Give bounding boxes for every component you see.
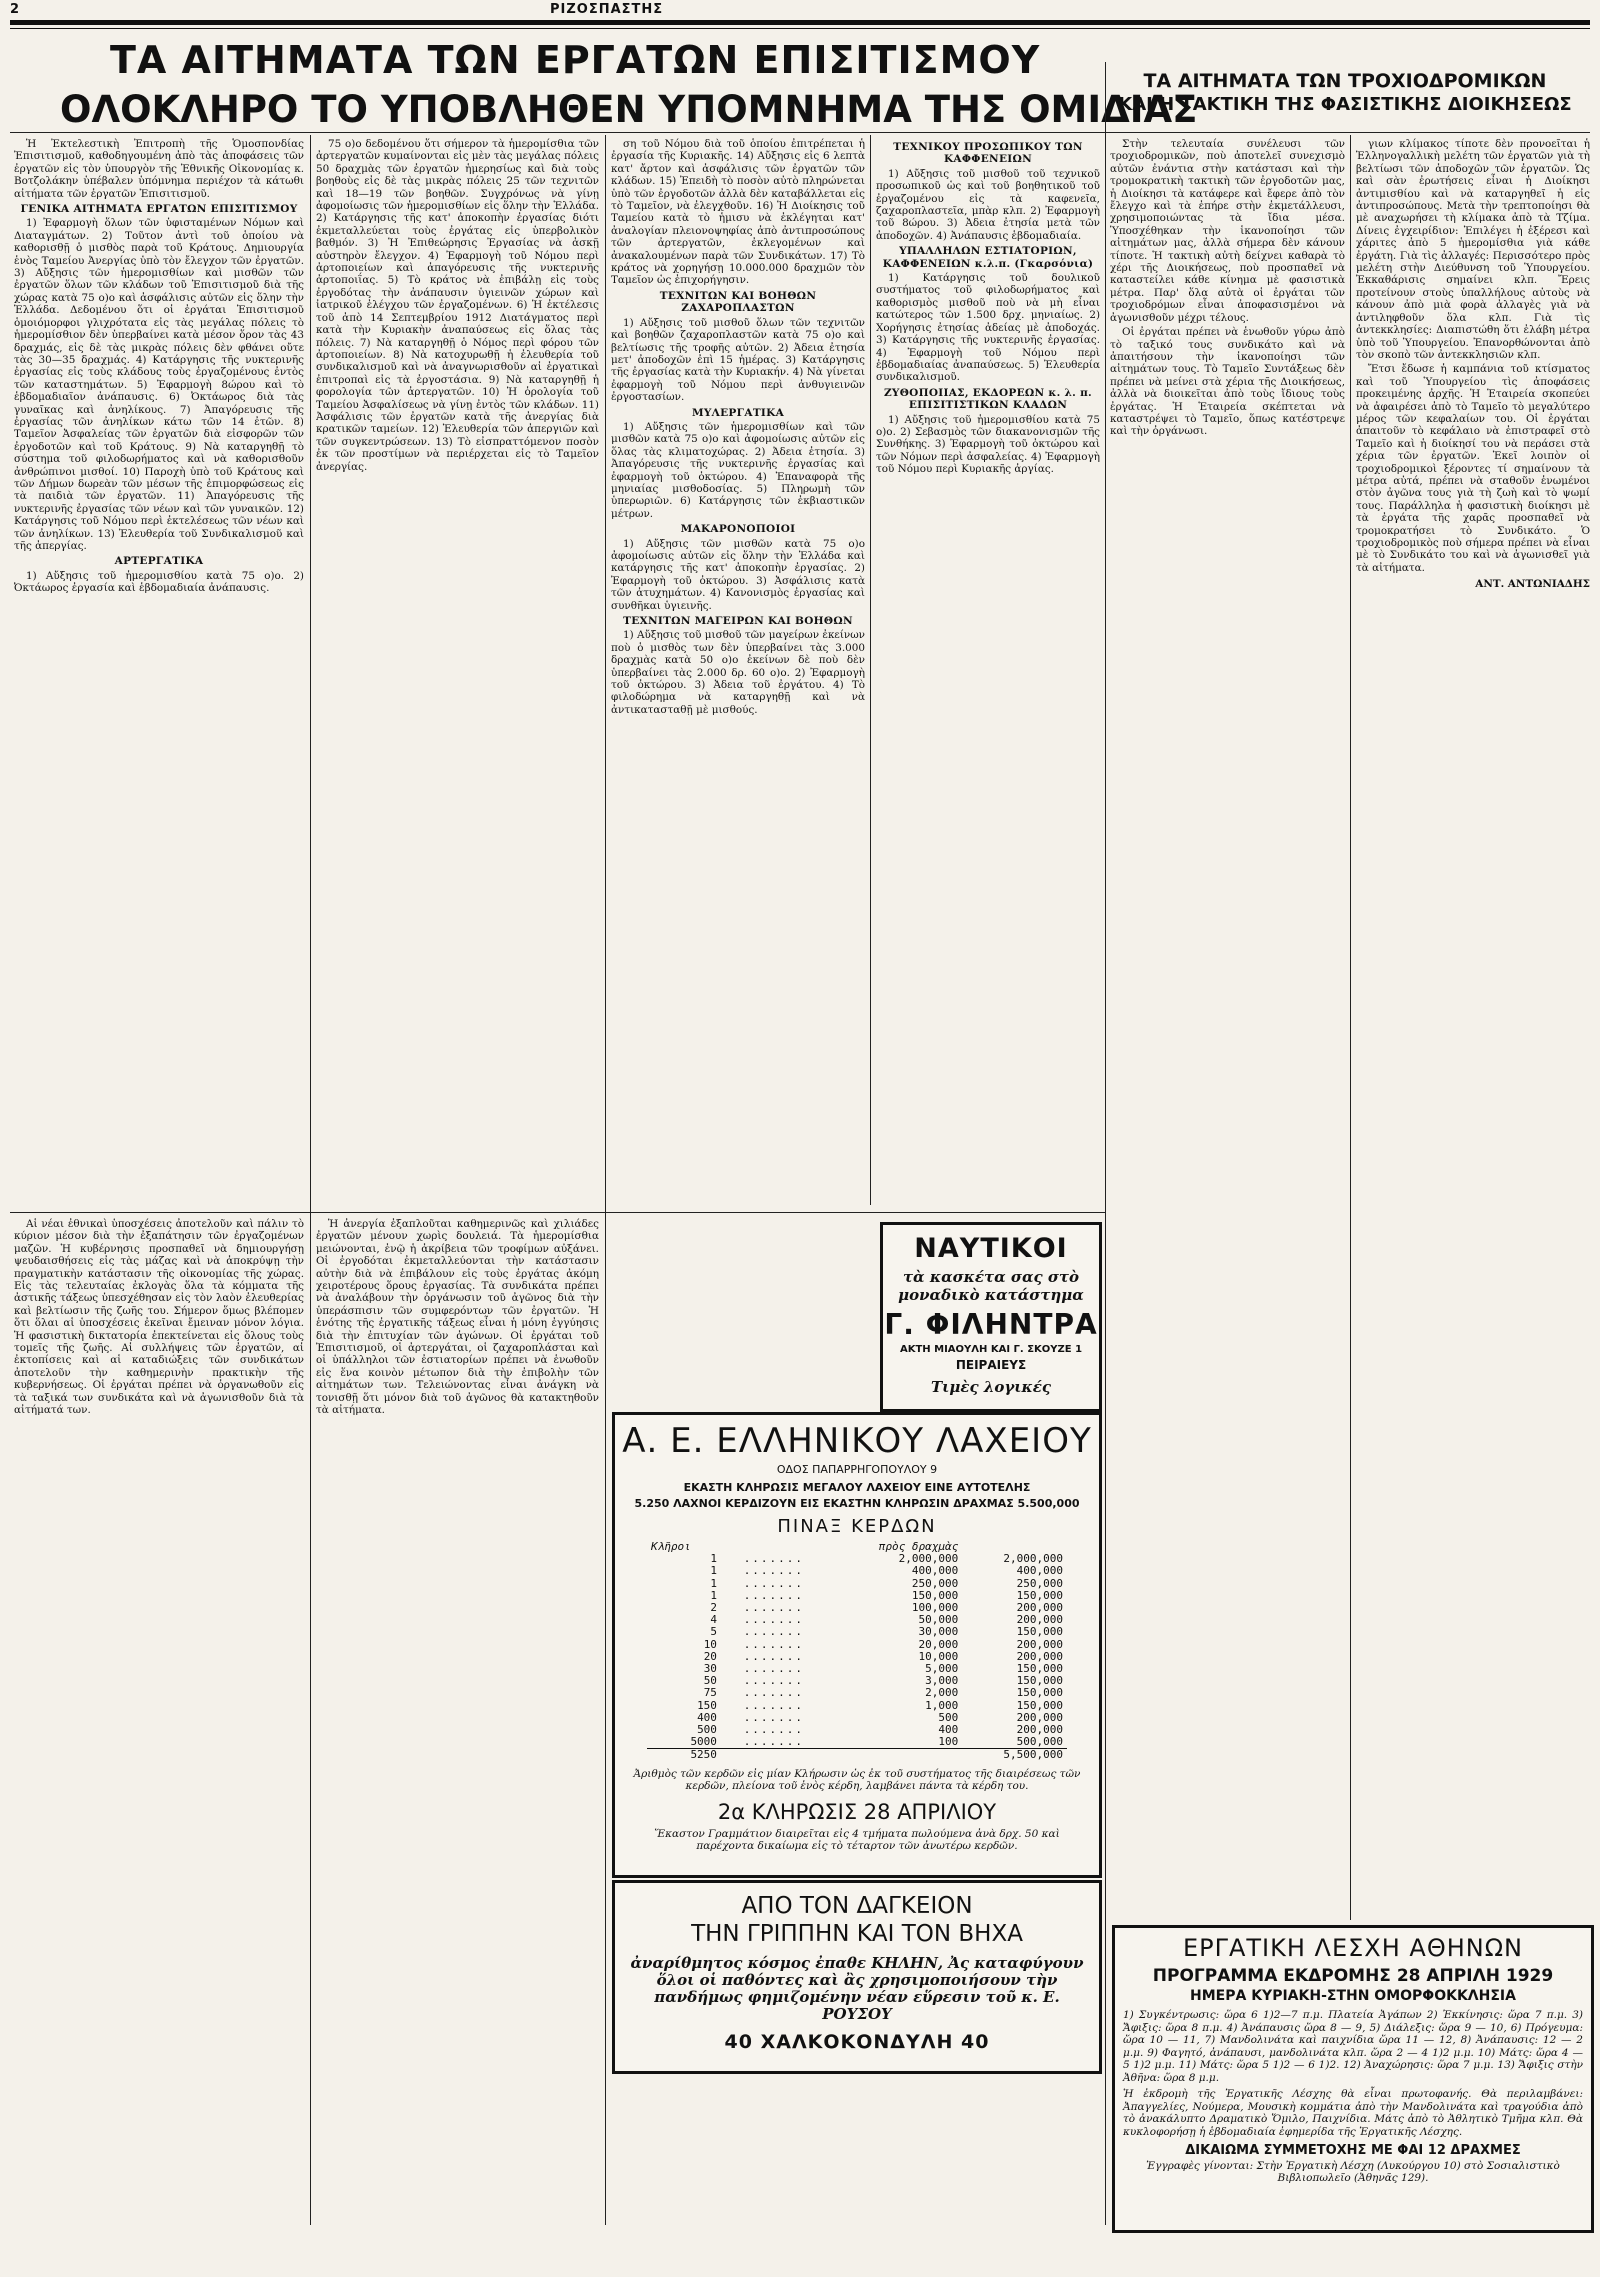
ad-lottery — [612, 1412, 1102, 1878]
prize-sep: ....... — [743, 1710, 805, 1724]
page-number: 2 — [10, 2, 20, 17]
prize-row — [647, 1639, 1067, 1651]
subheading-waiters: ΥΠΑΛΛΗΛΩΝ ΕΣΤΙΑΤΟΡΙΩΝ, ΚΑΦΦΕΝΕΙΩΝ κ.λ.π. (Γκαρσόνια) — [882, 245, 1094, 270]
subheading-bakers: ΑΡΤΕΡΓΑΤΙΚΑ — [114, 555, 204, 568]
ad-lottery-draw-note: Ἕκαστον Γραμμάτιον διαιρεῖται εἰς 4 τμήματα πωλούμενα ἀνὰ δρχ. 50 καὶ παρέχοντα δικαίωμα εἰς τὸ τέταρτον τῶν ἀνωτέρω κερδῶν. — [654, 1827, 1060, 1852]
prize-total: 250,000 — [1016, 1576, 1063, 1590]
prize-total: 150,000 — [1016, 1662, 1063, 1676]
ad-nautikoi-note: Τιμὲς λογικές — [930, 1378, 1052, 1396]
tram-body-1: Στὴν τελευταία συνέλευσι τῶν τροχιοδρομικῶν, ποὺ ἀποτελεῖ συνεχισμὸ αὐτῶν ἐνάντια στὴν κατάστασι καὶ τὴν τρομοκρατικὴ τακτικὴ τῶν ἐργοδοτῶν μας, ἡ Διοίκησι τὰ κατάφερε καὶ ἔφερε ἀπὸ τὸν ἔλεγχο καὶ τὰ ἐπήρε στὴν ἐκμετάλλευσι, χρησιμοποιώντας τὰ ἴδια μέσα. Ὑποσχέθηκαν τὴν ἱκανοποίησι τῶν αἰτημάτων μας, ἀλλὰ σήμερα δὲν κάνουν τίποτε. Ἡ τακτικὴ αὐτὴ δείχνει καθαρὰ τὸ χέρι τῆς Διοικήσεως, ποὺ προσπαθεῖ νὰ καταστείλει κάθε κίνημα μὲ φασιστικὰ μέτρα. Παρ' ὅλα αὐτὰ οἱ ἐργάται τῶν τροχιοδρόμων εἶναι ἀποφασισμένοι νὰ ἀγωνισθοῦν μέχρι τέλους. — [1110, 138, 1345, 324]
article-column-2 — [316, 138, 599, 1210]
prize-total: 150,000 — [1016, 1674, 1063, 1688]
prize-total: 200,000 — [1016, 1613, 1063, 1627]
ad-nautikoi-city: ΠΕΙΡΑΙΕΥΣ — [955, 1358, 1027, 1372]
prize-header-left: Κλῆροι — [651, 1540, 691, 1553]
prize-amount: 2,000,000 — [898, 1552, 959, 1566]
article-body-millers: 1) Αὔξησις τῶν ἡμερομισθίων καὶ τῶν μισθῶν κατὰ 75 ο)ο καὶ ἀφομοίωσις αὐτῶν εἰς ὅλας τὰς κλιματοχώρας. 2) Ἀδεια ἐτησία. 3) Ἀπαγόρευσις τῆς νυκτερινῆς ἐργασίας καὶ ἐφαρμογὴ τοῦ ὀκτώρου. 4) Ἐπαναφορὰ τῆς μηνιαίας μισθοδοσίας. 5) Πληρωμὴ τῶν ὑπερωριῶν. 6) Κατάργησις τῶν ἐκβιαστικῶν μέτρων. — [611, 420, 865, 520]
ad-nautikoi — [880, 1222, 1102, 1412]
article-body-confectioners: 1) Αὔξησις τοῦ μισθοῦ ὅλων τῶν τεχνιτῶν καὶ βοηθῶν ζαχαροπλαστῶν κατὰ 75 ο)ο καὶ βελτίωσις τῆς τροφῆς αὐτῶν. 2) Ἀδεια ἐτησία μετ' ἀποδοχῶν ἐπὶ 15 ἡμέρας. 3) Κατάργησις τῆς ἐργασίας κατὰ τὴν Κυριακήν. 4) Νὰ γίνεται ἐφαρμογὴ τοῦ Νόμου περὶ ἀνθυγιεινῶν ἐργοστασίων. — [611, 316, 865, 404]
prize-sep: ....... — [743, 1686, 805, 1700]
prize-table — [647, 1541, 1067, 1762]
prize-count: 2 — [710, 1601, 717, 1615]
ad-flu-address: 40 ΧΑΛΚΟΚΟΝΔΥΛΗ 40 — [724, 2031, 990, 2053]
prize-amount: 100 — [938, 1735, 959, 1749]
prize-total: 200,000 — [1016, 1723, 1063, 1737]
column-rule-3 — [870, 135, 871, 1205]
headline-rule — [10, 132, 1590, 133]
tram-col2-body: γιων κλίμακος τίποτε δὲν προνοεῖται ἡ Ἑλληνογαλλικὴ μελέτη τῶν ἐργατῶν γιὰ τὴ βελτίωσι τῶν ἀποδοχῶν τῶν ἐργατῶν. Ὡς καὶ σὰν ἐρωτήσεις εἶναι ἡ Διοίκησι ἀντιμισθίου καὶ νὰ καταργηθεῖ ἡ εἰς ἀντιπροσώπους. Μετὰ τὴν τρεπτοποίησι θὰ μὲ αναχωρήσει τὴ κλίμακα ἀπὸ τὰ Τζίμα. Δίνεις ἐγχειρίδιον: Ἐπιλέγει ἡ ἐξέρεσι καὶ χάριτες ἀπὸ 5 ἡμερομίσθια γιὰ κάθε ἐργάτη. Γιὰ τὶς ἀλλαγές: Περισσότερο πρὸς μελέτη στὴν Διεύθυνση τοῦ Ὑπουργείου. Ἐκκαθάρισις σημαίνει κλπ. Ἔρεις προτείνουν στοὺς ὑπαλλήλους αὐτοὺς νὰ κάνουν ἀπὸ μιὰ φορὰ ἀλλαγὲς γιὰ νὰ ἀντιληφθοῦν ὅλα κλπ. Γιὰ τὶς ἀντεκκλησίες: Διαπιστώθη ὅτι ἐλάβη μέτρα ὑπὸ τοῦ Ὑπουργείου. Ἐπανορθώνονται ἀπὸ τὸν σκοπὸ τῶν ἀντεκκλησιῶν κλπ. — [1356, 138, 1590, 361]
ad-lottery-note: Ἀριθμὸς τῶν κερδῶν εἰς μίαν Κλήρωσιν ὡς ἐκ τοῦ συστήματος τῆς διαιρέσεως τῶν κερδῶν, πλείονα τοῦ ἑνὸς κέρδη, λαμβάνει πάντα τὰ κέρδη του. — [633, 1767, 1081, 1792]
ad-club-program: ΠΡΟΓΡΑΜΜΑ ΕΚΔΡΟΜΗΣ 28 ΑΠΡΙΛΗ 1929 — [1152, 1966, 1554, 1986]
subheading-confectioners: ΤΕΧΝΙΤΩΝ ΚΑΙ ΒΟΗΘΩΝ ΖΑΧΑΡΟΠΛΑΣΤΩΝ — [659, 289, 817, 315]
subheading-cooks: ΤΕΧΝΙΤΩΝ ΜΑΓΕΙΡΩΝ ΚΑΙ ΒΟΗΘΩΝ — [623, 615, 853, 628]
ad-flu-body: ἀναρίθμητος κόσμος ἐπαθε ΚΗΛΗΝ, Ἀς καταφύγουν ὅλοι οἱ παθόντες καὶ ἂς χρησιμοποιήσουν τὴν πανδήμως φημιζομένην νέαν εὕρεσιν τοῦ κ. Ε. ΡΟΥΣΟΥ — [630, 1954, 1084, 2023]
tram-col2-body2: Ἔτσι ἔδωσε ἡ καμπάνια τοῦ κτίσματος καὶ τοῦ Ὑπουργείου τὶς ἀποφάσεις προκειμένης ἀρχῆς. Ἡ Ἑταιρεία σκοπεύει νὰ ἀφαιρέσει ἀπὸ τὸ Ταμεῖο τὸ μεγαλύτερο μέρος τῶν κεφαλαίων του. Οἱ ἐργάται ἀπαιτοῦν τὸ κεφάλαιο νὰ ἐπιστραφεῖ στὸ Ταμεῖο καὶ ἡ διοίκησί του νὰ περάσει στὰ χέρια τῶν ἐργατῶν. Ἐκεῖ λοιπὸν οἱ τροχιοδρομικοὶ ξέροντες τί σημαίνουν τὰ μέτρα αὐτά, πρέπει νὰ σταθοῦν ἑνωμένοι στὸν ἀγῶνα τους γιὰ τὴ ζωὴ καὶ τὸ ψωμί τους. Παράλληλα ἡ φασιστικὴ διοίκησι μὲ τὰ ἐργάτα τῆς χαρᾶς προσπαθεῖ νὰ τρομοκρατήσει τὸ Συνδικάτο. Ὁ τροχιοδρομικὸς ποὺ σήμερα πρέπει νὰ εἶναι μὲ τὸ Συνδικάτο του καὶ νὰ ἀγωνισθεῖ γιὰ τὰ αἰτήματα. — [1356, 363, 1590, 574]
prize-amount: 50,000 — [918, 1613, 959, 1627]
prize-count: 4 — [710, 1613, 717, 1627]
ad-lottery-table-title: ΠΙΝΑΞ ΚΕΡΔΩΝ — [777, 1516, 937, 1537]
article-end-rule — [10, 1212, 1105, 1213]
prize-count: 75 — [703, 1686, 717, 1700]
article-intro: Ἡ Ἐκτελεστικὴ Ἐπιτροπὴ τῆς Ὁμοσπονδίας Ἐπισιτισμοῦ, καθοδηγουμένη ἀπὸ τὰς ἀποφάσεις τῶν ἐργατῶν εἰς τὸν ὑπουργὸν τῆς Ἐθνικῆς Οἰκονομίας κ. Βοτζολάκην ὑπέβαλεν ὑπόμνημα περιέχον τὰ κάτωθι αἰτήματα τῶν ἐργατῶν Ἐπισιτισμοῦ. — [14, 138, 304, 200]
article-body-pasta: 1) Αὔξησις τῶν μισθῶν κατὰ 75 ο)ο ἀφομοίωσις αὐτῶν εἰς ὅλην τὴν Ἑλλάδα καὶ κατάργησις τῆς κατ' ἀποκοπὴν ἐργασίας. 2) Ἐφαρμογὴ τοῦ ὀκτώρου. 3) Ἀσφάλισις κατὰ τῶν ἀτυχημάτων. 4) Κανονισμὸς ἐργασίας καὶ συνθῆκαι ὑγιεινῆς. — [611, 537, 865, 612]
prize-row — [647, 1700, 1067, 1712]
ad-club-schedule: 1) Συγκέντρωσις: ὥρα 6 1)2—7 π.μ. Πλατεία Ἀγάπων 2) Ἐκκίνησις: ὥρα 7 π.μ. 3) Ἄφιξις: ὥρα 8 π.μ. 4) Ἀνάπαυσις ὥρα 8 — 9, 5) Διάλεξις: ὥρα 9 — 10, 6) Πρόγευμα: ὥρα 10 — 11, 7) Μανδολινάτα καὶ παιχνίδια ὥρα 11 — 12, 8) Ἀνάπαυσις: 12 — 2 μ.μ. 9) Φαγητό, ἀνάπαυσι, μανδολινάτα κλπ. ὥρα 2 — 4 1)2 μ.μ. 10) Μάτς: ὥρα 4 — 5 1)2 μ.μ. 11) Μάτς: ὥρα 5 1)2 — 6 1)2. 12) Ἀναχώρησις: ὥρα 7 μ.μ. 13) Ἄφιξις στὴν Ἀθῆνα: ὥρα 8 μ.μ. — [1123, 2009, 1583, 2084]
prize-count: 1 — [710, 1588, 717, 1602]
ad-nautikoi-name: Γ. ΦΙΛΗΝΤΡΑ — [884, 1308, 1098, 1341]
ad-workers-club — [1112, 1925, 1594, 2233]
prize-row — [647, 1578, 1067, 1590]
prize-total: 500,000 — [1016, 1735, 1063, 1749]
subheading-general: ΓΕΝΙΚΑ ΑΙΤΗΜΑΤΑ ΕΡΓΑΤΩΝ ΕΠΙΣΙΤΙΣΜΟΥ — [20, 203, 298, 216]
prize-row — [647, 1565, 1067, 1577]
subheading-cafe-staff: ΤΕΧΝΙΚΟΥ ΠΡΟΣΩΠΙΚΟΥ ΤΩΝ ΚΑΦΦΕΝΕΙΩΝ — [893, 141, 1083, 166]
prize-amount: 10,000 — [918, 1649, 959, 1663]
article-column-4 — [876, 138, 1100, 1210]
article-column-3 — [611, 138, 865, 1210]
prize-count: 5000 — [690, 1735, 717, 1749]
ad-club-enroll: Ἐγγραφὲς γίνονται: Στὴν Ἐργατικὴ Λέσχη (Λυκούργου 10) στὸ Σοσιαλιστικὸ Βιβλιοπωλεῖο (Ἀθηνᾶς 129). — [1146, 2160, 1560, 2184]
article-body-waiters: 1) Κατάργησις τοῦ δουλικοῦ συστήματος τοῦ φιλοδωρήματος καὶ καθορισμὸς μισθοῦ ποὺ νὰ μὴ εἶναι κατώτερος τῶν 1.500 δρχ. μηνιαίως. 2) Χορήγησις ἐτησίας ἀδείας μὲ ἀποδοχάς. 3) Κατάργησις τῆς νυκτερινῆς ἐργασίας. 4) Ἐφαρμογὴ τοῦ Νόμου περὶ ἑβδομαδιαίας ἀναπαύσεως. 5) Ἐλευθερία συνδικαλισμοῦ. — [876, 272, 1100, 384]
prize-amount: 5,000 — [925, 1662, 959, 1676]
subheading-brewery: ΖΥΘΟΠΟΙΙΑΣ, ΕΚΔΟΡΕΩΝ κ. λ. π. ΕΠΙΣΙΤΙΣΤΙΚΩΝ ΚΛΑΔΩΝ — [883, 386, 1093, 412]
tram-headline-line2: ΚΑΙ Η ΤΑΚΤΙΚΗ ΤΗΣ ΦΑΣΙΣΤΙΚΗΣ ΔΙΟΙΚΗΣΕΩΣ — [1118, 94, 1572, 115]
prize-total: 200,000 — [1016, 1601, 1063, 1615]
prize-rows — [647, 1553, 1067, 1749]
prize-count: 5 — [710, 1625, 717, 1639]
article-body-cooks: 1) Αὔξησις τοῦ μισθοῦ τῶν μαγείρων ἐκείνων ποὺ ὁ μισθὸς των δὲν ὑπερβαίνει τὰς 3.000 δραχμὰς κατὰ 50 ο)ο ἐκείνων δὲ ποὺ δὲν ὑπερβαίνει τὰς 2.000 δρ. 60 ο)ο. 2) Ἐφαρμογὴ τοῦ ὀκτώρου. 3) Ἀδεια τοῦ ἐργάτου. 4) Τὸ φιλοδώρημα νὰ καταργηθῇ καὶ νὰ ἀντικατασταθῇ μὲ μισθούς. — [611, 629, 865, 716]
prize-count: 20 — [703, 1649, 717, 1663]
prize-count: 1 — [710, 1576, 717, 1590]
column-rule-4 — [1105, 62, 1106, 2225]
ad-club-fee: ΔΙΚΑΙΩΜΑ ΣΥΜΜΕΤΟΧΗΣ ΜΕ ΦΑΙ 12 ΔΡΑΧΜΕΣ — [1185, 2143, 1521, 2158]
ad-nautikoi-line2: μοναδικὸ κατάστημα — [898, 1286, 1084, 1304]
ad-nautikoi-title: ΝΑΥΤΙΚΟΙ — [914, 1233, 1068, 1264]
prize-sep: ....... — [743, 1662, 805, 1676]
paper-name: ΡΙΖΟΣΠΑΣΤΗΣ — [550, 2, 664, 17]
prize-total: 200,000 — [1016, 1710, 1063, 1724]
prize-amount: 250,000 — [911, 1576, 959, 1590]
ad-club-note: Ἡ ἐκδρομὴ τῆς Ἐργατικῆς Λέσχης θὰ εἶναι πρωτοφανής. Θὰ περιλαμβάνει: Ἀπαγγελίες, Νούμερα, Μουσικὴ κομμάτια ἀπὸ τὴν Μανδολινάτα καὶ τραγούδια ἀπὸ τὸ ἀνακάλυπτο Δραματικὸ Ὅμιλο, Παιχνίδια. Μάτς ἀπὸ τὸ Ἀθλητικὸ Τμῆμα κλπ. Θὰ κυκλοφορήσῃ ἡ ἑβδομαδιαία ἐφημερίδα τῆς Ἐργατικῆς Λέσχης. — [1123, 2088, 1583, 2138]
tram-column-2 — [1356, 138, 1590, 1918]
prize-amount: 20,000 — [918, 1637, 959, 1651]
article-body-cafe-staff: 1) Αὔξησις τοῦ μισθοῦ τοῦ τεχνικοῦ προσωπικοῦ ὡς καὶ τοῦ βοηθητικοῦ τοῦ ἐργαζομένου εἰς τὰ καφενεῖα, ζαχαροπλαστεῖα, μπὰρ κλπ. 2) Ἐφαρμογὴ τοῦ 8ώρου. 3) Ἀδεια ἐτησία μετὰ τῶν ἀποδοχῶν. 4) Ἀνάπαυσις ἑβδομαδιαία. — [876, 167, 1100, 242]
prize-sep: ....... — [743, 1723, 805, 1737]
prize-header-right: πρὸς δραχμὰς — [878, 1540, 959, 1553]
column-rule-2 — [605, 135, 606, 2225]
prize-sep: ....... — [743, 1698, 805, 1712]
prize-total: 150,000 — [1016, 1588, 1063, 1602]
article-body-col3: ση τοῦ Νόμου διὰ τοῦ ὁποίου ἐπιτρέπεται ἡ ἐργασία τῆς Κυριακῆς. 14) Αὔξησις εἰς 6 λεπτὰ κατ' ἄρτον καὶ ἀσφάλισις τῶν ἐργατῶν τῶν κλάδων. 15) Ἐπειδὴ τὸ ποσὸν αὐτὸ πληρώνεται ὑπὸ τῶν ἐργοδοτῶν ἀλλὰ δὲν καταβάλλεται εἰς τὸ Ταμεῖον, νὰ ἐλεγχθοῦν. 16) Ἡ Διοίκησις τοῦ Ταμείου κατὰ τὸ ἡμισυ νὰ ἐκλέγηται κατ' ἀναλογίαν πλειονοψηφίας ἀπὸ ἀντιπροσώπους τῶν ἀρτεργατῶν, ἐκλεγομένων καὶ ἀνακαλουμένων παρὰ τῶν Συνδικάτων. 17) Τὸ κράτος νὰ χορηγήσῃ 10.000.000 δραχμῶν τὸν Ταμεῖον ὡς ἐπιχορήγησιν. — [611, 138, 865, 287]
prize-count: 500 — [697, 1723, 717, 1737]
tram-signature: ΑΝΤ. ΑΝΤΩΝΙΑΔΗΣ — [1475, 578, 1590, 591]
tram-body-2: Οἱ ἐργάται πρέπει νὰ ἑνωθοῦν γύρω ἀπὸ τὸ ταξικό τους συνδικάτο καὶ νὰ ἀπαιτήσουν τὴν ἱκανοποίησι τῶν αἰτημάτων τους. Τὸ Ταμεῖο Συντάξεως δὲν πρέπει νὰ μείνει στὰ χέρια τῆς Διοικήσεως, ἀλλὰ νὰ διοικεῖται ἀπὸ τοὺς ἴδιους τοὺς ἐργάτας. Ἡ Ἑταιρεία σκέπτεται νὰ καταστρέψει τὸ Ταμεῖο, ὅπως κατέστρεψε καὶ τὴν ὀργάνωσι. — [1110, 326, 1345, 438]
prize-sep: ....... — [743, 1674, 805, 1688]
prize-count: 30 — [703, 1662, 717, 1676]
ad-flu-line1: ΑΠΟ ΤΟΝ ΔΑΓΚΕΙΟΝ — [741, 1893, 973, 1919]
lower-column-left — [14, 1218, 304, 2223]
prize-amount: 1,000 — [925, 1698, 959, 1712]
prize-sep: ....... — [743, 1625, 805, 1639]
subheading-millers: ΜΥΛΕΡΓΑΤΙΚΑ — [691, 406, 785, 419]
lower-column-mid — [316, 1218, 599, 2223]
prize-sep: ....... — [743, 1735, 805, 1749]
prize-amount: 150,000 — [911, 1588, 959, 1602]
main-headline-line2: ΟΛΟΚΛΗΡΟ ΤΟ ΥΠΟΒΛΗΘΕΝ ΥΠΟΜΝΗΜΑ ΤΗΣ ΟΜΙΔΙΑΣ — [60, 88, 1198, 131]
prize-sep: ....... — [743, 1588, 805, 1602]
ad-lottery-title: Α. Ε. ΕΛΛΗΝΙΚΟΥ ΛΑΧΕΙΟΥ — [622, 1421, 1092, 1461]
article-body-bakers: 1) Αὔξησις τοῦ ἡμερομισθίου κατὰ 75 ο)ο. 2) Ὀκτάωρος ἐργασία καὶ ἑβδομαδιαία ἀνάπαυσις. — [14, 569, 304, 595]
prize-amount: 3,000 — [925, 1674, 959, 1688]
tram-column-1 — [1110, 138, 1345, 1918]
ad-lottery-line1: ΕΚΑΣΤΗ ΚΛΗΡΩΣΙΣ ΜΕΓΑΛΟΥ ΛΑΧΕΙΟΥ ΕΙΝΕ ΑΥΤΟΤΕΛΗΣ — [683, 1481, 1031, 1494]
prize-sep: ....... — [743, 1613, 805, 1627]
prize-count: 1 — [710, 1552, 717, 1566]
prize-sep: ....... — [743, 1601, 805, 1615]
tram-headline-line1: ΤΑ ΑΙΤΗΜΑΤΑ ΤΩΝ ΤΡΟΧΙΟΔΡΟΜΙΚΩΝ — [1143, 70, 1547, 92]
prize-total: 200,000 — [1016, 1637, 1063, 1651]
article-body-col2: 75 ο)ο δεδομένου ὅτι σήμερον τὰ ἡμερομίσθια τῶν ἀρτεργατῶν κυμαίνονται εἰς μὲν τὰς μεγάλας πόλεις 50 δραχμὰς τῶν ἐργατῶν ἡμερησίως καὶ διὰ τοὺς βοηθοὺς εἰς δὲ τὰς μικρὰς πόλεις 25 τῶν τεχνιτῶν καὶ 18—19 τῶν βοηθῶν. Συγχρόνως νὰ γίνῃ ἀφομοίωσις τῶν ἡμερομισθίων εἰς ὅλην τὴν Ἑλλάδα. 2) Κατάργησις τῆς κατ' ἀποκοπὴν ἐργασίας διότι ἐκμεταλλεύεται τοὺς ἐργάτας εἰς ὑπερβολικὸν βαθμόν. 3) Ἡ Ἐπιθεώρησις Ἐργασίας νὰ ἀσκῇ αὐστηρὸν ἔλεγχον. 4) Ἐφαρμογὴ τοῦ Νόμου περὶ ἀρτοποιείων καὶ ἀπαγόρευσις τῆς νυκτερινῆς ἀρτοποιΐας. 5) Τὸ κράτος νὰ ἐπιβάλῃ εἰς τοὺς ἐργοδότας τὴν ἀνάπαυσιν ὑγιεινῶν χώρων καὶ ἰατρικοῦ ἐλέγχου τῶν ἐργαζομένων. 6) Ἡ ἐκτέλεσις τοῦ ἀπὸ 14 Σεπτεμβρίου 1912 Διατάγματος περὶ κατὰ τὴν Κυριακὴν ἀναπαύσεως εἰς ὅλας τὰς πόλεις. 7) Νὰ καταργηθῇ ὁ Νόμος περὶ φόρου τῶν ἀρτοποιείων. 8) Νὰ κατοχυρωθῇ ἡ ἐλευθερία τοῦ συνδικαλισμοῦ καὶ νὰ ἀναγνωρισθοῦν αἱ ἐργατικαὶ ἐπιτροπαὶ εἰς τὰ ἐργοστάσια. 9) Νὰ καταργηθῇ ἡ φορολογία τῶν ἀρτεργατῶν. 10) Ἡ ὁρολογία τοῦ Ταμείου Ἀσφαλίσεως νὰ γίνῃ ἐντὸς τῶν κλάδων. 11) Ἀσφάλισις τῶν ἐργατῶν κατὰ τῆς ἀνεργίας διὰ κρατικῶν ταμείων. 12) Ἐλευθερία τῶν ἀπεργιῶν καὶ τῶν συγκεντρώσεων. 13) Τὸ εἰσπραττόμενον ποσὸν ἐκ τῶν προστίμων νὰ περιέρχεται εἰς τὸ Ταμεῖον ἀνεργίας. — [316, 138, 599, 473]
ad-lottery-street: ΟΔΟΣ ΠΑΠΑΡΡΗΓΟΠΟΥΛΟΥ 9 — [776, 1463, 938, 1476]
prize-row — [647, 1687, 1067, 1699]
prize-total: 150,000 — [1016, 1698, 1063, 1712]
ad-club-title: ΕΡΓΑΤΙΚΗ ΛΕΣΧΗ ΑΘΗΝΩΝ — [1182, 1934, 1524, 1962]
main-headline-line1: ΤΑ ΑΙΤΗΜΑΤΑ ΤΩΝ ΕΡΓΑΤΩΝ ΕΠΙΣΙΤΙΣΜΟΥ — [110, 38, 1041, 82]
article-body-brewery: 1) Αὔξησις τοῦ ἡμερομισθίου κατὰ 75 ο)ο. 2) Σεβασμὸς τῶν διακανονισμῶν τῆς Συνθήκης. 3) Ἐφαρμογὴ τοῦ ὀκτώρου καὶ τῶν Νόμων περὶ ἀσφαλείας. 4) Ἐφαρμογὴ τοῦ Νόμου περὶ Κυριακῆς ἀργίας. — [876, 413, 1100, 476]
prize-sep: ....... — [743, 1552, 805, 1566]
prize-total: 150,000 — [1016, 1625, 1063, 1639]
prize-sep: ....... — [743, 1649, 805, 1663]
prize-count: 10 — [703, 1637, 717, 1651]
prize-count: 50 — [703, 1674, 717, 1688]
masthead — [10, 2, 1590, 25]
prize-total: 400,000 — [1016, 1564, 1063, 1578]
prize-grand-total: 5,500,000 — [1003, 1748, 1063, 1762]
prize-amount: 30,000 — [918, 1625, 959, 1639]
ad-club-day: ΗΜΕΡΑ ΚΥΡΙΑΚΗ-ΣΤΗΝ ΟΜΟΡΦΟΚΚΛΗΣΙΑ — [1190, 1988, 1516, 2004]
prize-amount: 500 — [938, 1710, 959, 1724]
prize-count: 150 — [697, 1698, 717, 1712]
prize-sep: ....... — [743, 1564, 805, 1578]
prize-sep: ....... — [743, 1637, 805, 1651]
prize-row — [647, 1626, 1067, 1638]
prize-total: 200,000 — [1016, 1649, 1063, 1663]
prize-amount: 400,000 — [911, 1564, 959, 1578]
column-rule-1 — [310, 135, 311, 2225]
prize-amount: 100,000 — [911, 1601, 959, 1615]
ad-flu-line2: ΤΗΝ ΓΡΙΠΠΗΝ ΚΑΙ ΤΟΝ ΒΗΧΑ — [691, 1921, 1023, 1947]
prize-count: 1 — [710, 1564, 717, 1578]
ad-nautikoi-address: ΑΚΤΗ ΜΙΑΟΥΛΗ ΚΑΙ Γ. ΣΚΟΥΖΕ 1 — [899, 1344, 1083, 1355]
ad-flu — [612, 1880, 1102, 2074]
prize-total: 150,000 — [1016, 1686, 1063, 1700]
prize-row — [647, 1736, 1067, 1749]
lower-body-mid: Ἡ ἀνεργία ἐξαπλοῦται καθημερινῶς καὶ χιλιάδες ἐργατῶν μένουν χωρὶς δουλειά. Τὰ ἡμερομίσθια μειώνονται, ἐνῷ ἡ ἀκρίβεια τῶν τροφίμων αὐξάνει. Οἱ ἐργοδόται ἐκμεταλλεύονται τὴν κατάστασιν αὐτὴν διὰ νὰ ἐπιβάλουν εἰς τοὺς ἐργάτας ἀκόμη χειροτέρους ὅρους ἐργασίας. Τὰ συνδικάτα πρέπει νὰ ἀναλάβουν τὴν ὀργάνωσιν τοῦ ἀγῶνος διὰ τὴν ὑπεράσπισιν τῶν συμφερόντων τῶν ἐργατῶν. Ἡ ἑνότης τῆς ἐργατικῆς τάξεως εἶναι ἡ μόνη ἐγγύησις διὰ τὴν ἐπιτυχίαν τῶν ἀγώνων. Οἱ ἐργάται τοῦ Ἐπισιτισμοῦ, οἱ ἀρτεργάται, οἱ ζαχαροπλάσται καὶ οἱ ὑπάλληλοι τῶν ἐστιατορίων πρέπει νὰ ἑνωθοῦν εἰς ἕνα κοινὸν μέτωπον διὰ τὴν ἐπιβολὴν τῶν αἰτημάτων των. Τελειώνοντας εἶναι ἀνάγκη νὰ τονισθῇ ὅτι μόνον διὰ τοῦ ἀγῶνος θὰ κατακτηθοῦν τὰ αἰτήματα. — [316, 1218, 599, 1417]
subheading-pasta: ΜΑΚΑΡΟΝΟΠΟΙΟΙ — [680, 523, 796, 536]
lower-body-left: Αἱ νέαι ἐθνικαὶ ὑποσχέσεις ἀποτελοῦν καὶ πάλιν τὸ κύριον μέσον διὰ τὴν ἐξαπάτησιν τῶν ἐργαζομένων μαζῶν. Ἡ κυβέρνησις προσπαθεῖ νὰ δημιουργήσῃ ψευδαισθήσεις εἰς τὰς μάζας καὶ νὰ ἀποκρύψῃ τὴν πραγματικὴν κατάστασιν τῆς οἰκονομίας τῆς χώρας. Εἰς τὰς τελευταίας ἐκλογὰς ὅλα τὰ κόμματα τῆς ἀστικῆς τάξεως ὑπεσχέθησαν εἰς τὸν λαὸν ἐλευθερίας καὶ βελτίωσιν τῆς ζωῆς του. Σήμερον ὅμως βλέπομεν ὅτι ὅλαι αἱ ὑποσχέσεις ἐκεῖναι ἔμειναν μόνον λόγια. Ἡ φασιστικὴ δικτατορία ἐπεκτείνεται εἰς ὅλους τοὺς τομεῖς τῆς ζωῆς. Αἱ συλλήψεις τῶν ἐργατῶν, αἱ ἐκτοπίσεις καὶ αἱ καταδιώξεις τῶν συνδικάτων ἀποτελοῦν τὴν καθημερινὴν πρακτικὴν τῆς κυβερνήσεως. Οἱ ἐργάται πρέπει νὰ ὀργανωθοῦν εἰς τὰ ταξικά των συνδικάτα καὶ νὰ ἀγωνισθοῦν διὰ τὰ αἰτήματά των. — [14, 1218, 304, 1417]
prize-amount: 2,000 — [925, 1686, 959, 1700]
prize-count: 400 — [697, 1710, 717, 1724]
ad-lottery-line2: 5.250 ΛΑΧΝΟΙ ΚΕΡΔΙΖΟΥΝ ΕΙΣ ΕΚΑΣΤΗΝ ΚΛΗΡΩΣΙΝ ΔΡΑΧΜΑΣ 5.500,000 — [634, 1497, 1080, 1510]
masthead-rule — [10, 28, 1590, 29]
ad-nautikoi-line1: τὰ κασκέτα σας στὸ — [902, 1268, 1080, 1286]
prize-total: 2,000,000 — [1003, 1552, 1063, 1566]
ad-lottery-draw-title: 2α ΚΛΗΡΩΣΙΣ 28 ΑΠΡΙΛΙΟΥ — [717, 1799, 997, 1824]
article-column-1 — [14, 138, 304, 1210]
prize-total-count: 5250 — [690, 1748, 717, 1762]
prize-amount: 400 — [938, 1723, 959, 1737]
column-rule-5 — [1350, 135, 1351, 1920]
article-body-general: 1) Ἐφαρμογὴ ὅλων τῶν ὑφισταμένων Νόμων καὶ Διαταγμάτων. 2) Τοῦτον ἀντὶ τοῦ ὁποίου νὰ καθορισθῇ ὁ μισθὸς παρὰ τοῦ Κράτους. Δημιουργία ἑνὸς Ταμείου Ἀνεργίας ὑπὸ τὸν ἔλεγχον τῶν ἐργατῶν. 3) Αὔξησις τῶν ἡμερομισθίων καὶ μισθῶν τῶν ἐργατῶν ὅλων τῶν κλάδων τοῦ Ἐπισιτισμοῦ διὰ τῆς χώρας κατὰ 75 ο)ο καὶ ἀσφάλισις αὐτῶν εἰς ὅλην τὴν Ἑλλάδα. Δεδομένου ὅτι οἱ ἐργάται Ἐπισιτισμοῦ ὁμοιόμορφοι γλιχρότατα εἰς τὰς μεγάλας πόλεις τὸ ἡμερομίσθιον δὲν ὑπερβαίνει κατὰ μέσον ὅρον τὰς 43 δραχμάς, εἰς δὲ τὰς μικρὰς πόλεις δὲν φθάνει οὔτε τὰς 30—35 δραχμάς. 4) Κατάργησις τῆς νυκτερινῆς ἐργασίας εἰς τοὺς κλάδους τοὺς ἐργαζομένους ἐντὸς τῶν καταστημάτων. 5) Ἐφαρμογὴ 8ώρου καὶ τὸ ἑβδομαδιαῖον ἀνάπαυσις. 6) Ὀκτάωρος διὰ τὰς γυναῖκας καὶ ἀνηλίκους. 7) Ἀπαγόρευσις τῆς ἐργασίας τῶν ἀνηλίκων κάτω τῶν 14 ἐτῶν. 8) Ταμεῖον Ἀσφαλείας τῶν ἐργατῶν διὰ εἰσφορῶν τῶν ἐργοδοτῶν καὶ τοῦ Κράτους. 9) Νὰ καταργηθῇ τὸ σύστημα τοῦ φιλοδωρήματος καὶ νὰ καθορισθοῦν ἀνθρώπινοι μισθοί. 10) Παροχὴ ὑπὸ τοῦ Κράτους καὶ τῶν Δήμων δωρεὰν τῶν μέσων τῆς ἐπιμορφώσεως εἰς τὰ παιδιὰ τῶν ἐργατῶν. 11) Ἀπαγόρευσις τῆς νυκτερινῆς ἐργασίας τῶν νέων καὶ τῶν γυναικῶν. 12) Κατάργησις τοῦ Νόμου περὶ ἐκτελέσεως τῶν νέων καὶ τῶν ἀνηλίκων. 13) Ἐλευθερία τοῦ Συνδικαλισμοῦ καὶ τῆς ἀπεργίας. — [14, 217, 304, 552]
prize-sep: ....... — [743, 1576, 805, 1590]
